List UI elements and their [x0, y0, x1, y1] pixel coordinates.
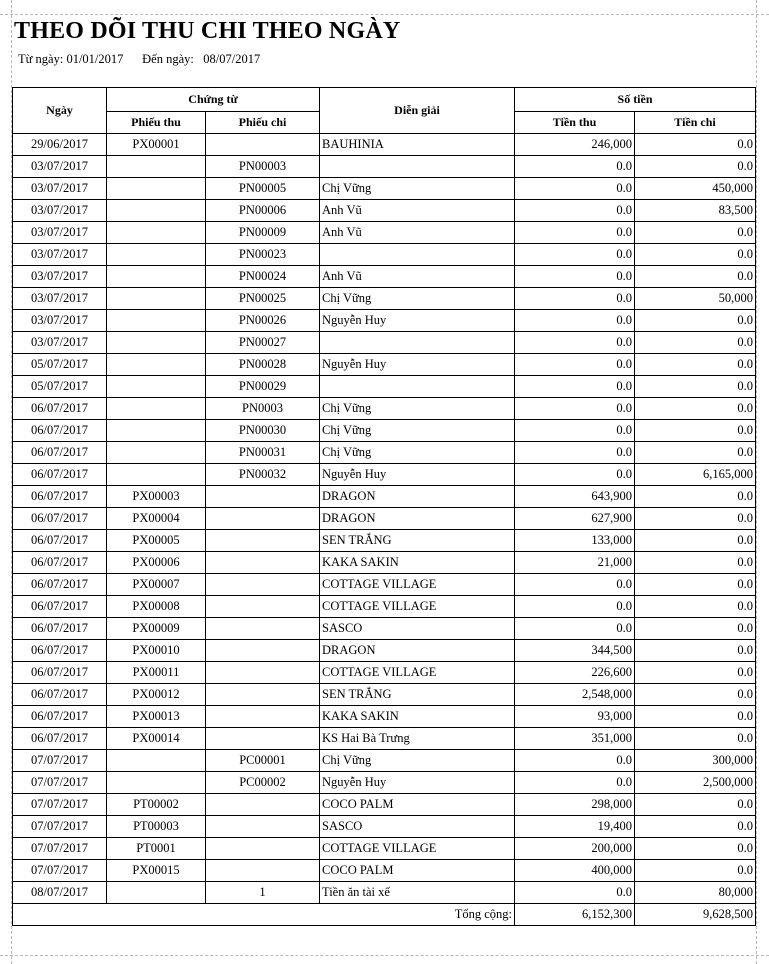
- table-row: [13, 728, 756, 750]
- cell-receipt: PX00015: [107, 860, 206, 882]
- cell-payment: [206, 530, 320, 552]
- totals-expense: 9,628,500: [635, 904, 756, 926]
- table-row: [13, 420, 756, 442]
- cell-payment: [206, 508, 320, 530]
- table-row: [13, 640, 756, 662]
- cell-payment: [206, 794, 320, 816]
- cell-receipt: [107, 310, 206, 332]
- cell-income: 0.0: [515, 772, 635, 794]
- table-row: [13, 442, 756, 464]
- cell-description: Nguyễn Huy: [320, 310, 515, 332]
- cell-payment: [206, 552, 320, 574]
- cell-expense: 0.0: [635, 332, 756, 354]
- cell-receipt: [107, 398, 206, 420]
- cell-receipt: [107, 222, 206, 244]
- cell-income: 351,000: [515, 728, 635, 750]
- table-row: [13, 750, 756, 772]
- cell-income: 246,000: [515, 134, 635, 156]
- cell-receipt: PT0001: [107, 838, 206, 860]
- cell-description: Nguyễn Huy: [320, 464, 515, 486]
- table-row: [13, 266, 756, 288]
- cell-expense: 0.0: [635, 706, 756, 728]
- cell-date: 05/07/2017: [13, 376, 107, 398]
- cell-description: Anh Vũ: [320, 266, 515, 288]
- cell-payment: PN00006: [206, 200, 320, 222]
- header-date: Ngày: [13, 88, 107, 134]
- cell-date: 06/07/2017: [13, 684, 107, 706]
- header-amount-group: Số tiền: [515, 88, 756, 112]
- cell-income: 0.0: [515, 420, 635, 442]
- cell-description: SASCO: [320, 816, 515, 838]
- cell-income: 0.0: [515, 442, 635, 464]
- cell-payment: [206, 706, 320, 728]
- cell-receipt: [107, 244, 206, 266]
- cell-date: 06/07/2017: [13, 508, 107, 530]
- cell-expense: 0.0: [635, 794, 756, 816]
- cell-receipt: PX00012: [107, 684, 206, 706]
- cell-income: 21,000: [515, 552, 635, 574]
- cell-description: COTTAGE VILLAGE: [320, 596, 515, 618]
- cell-payment: PN00025: [206, 288, 320, 310]
- cell-income: 0.0: [515, 266, 635, 288]
- cell-payment: PN00031: [206, 442, 320, 464]
- cell-payment: [206, 860, 320, 882]
- cell-payment: PN00028: [206, 354, 320, 376]
- cell-payment: PN00024: [206, 266, 320, 288]
- cell-date: 03/07/2017: [13, 178, 107, 200]
- page-margin-top: [0, 14, 769, 15]
- cell-income: 19,400: [515, 816, 635, 838]
- cell-receipt: PT00002: [107, 794, 206, 816]
- cell-income: 0.0: [515, 398, 635, 420]
- cell-date: 06/07/2017: [13, 530, 107, 552]
- cell-expense: 0.0: [635, 728, 756, 750]
- cell-date: 06/07/2017: [13, 552, 107, 574]
- cell-payment: [206, 574, 320, 596]
- table-row: [13, 838, 756, 860]
- from-label: Từ ngày:: [18, 52, 64, 66]
- cell-income: 0.0: [515, 332, 635, 354]
- cell-description: SEN TRẮNG: [320, 530, 515, 552]
- cell-receipt: PX00010: [107, 640, 206, 662]
- cell-income: 643,900: [515, 486, 635, 508]
- cell-payment: [206, 596, 320, 618]
- from-value: 01/01/2017: [66, 52, 124, 66]
- cell-payment: [206, 816, 320, 838]
- cell-income: 0.0: [515, 574, 635, 596]
- cell-income: 0.0: [515, 750, 635, 772]
- cell-payment: PN00026: [206, 310, 320, 332]
- cell-receipt: PX00009: [107, 618, 206, 640]
- cell-expense: 0.0: [635, 618, 756, 640]
- cell-income: 0.0: [515, 464, 635, 486]
- cell-date: 06/07/2017: [13, 486, 107, 508]
- cell-expense: 0.0: [635, 816, 756, 838]
- table-body: [13, 134, 756, 904]
- cell-payment: [206, 662, 320, 684]
- table-row: [13, 200, 756, 222]
- cell-income: 0.0: [515, 178, 635, 200]
- table-row: [13, 552, 756, 574]
- table-row: [13, 486, 756, 508]
- table-row: [13, 508, 756, 530]
- cell-description: DRAGON: [320, 640, 515, 662]
- cell-description: Tiền ăn tài xế: [320, 882, 515, 904]
- cell-payment: [206, 728, 320, 750]
- cell-date: 06/07/2017: [13, 442, 107, 464]
- cell-date: 07/07/2017: [13, 838, 107, 860]
- cell-date: 07/07/2017: [13, 860, 107, 882]
- table-row: [13, 288, 756, 310]
- table-row: [13, 178, 756, 200]
- cell-income: 133,000: [515, 530, 635, 552]
- table-row: [13, 596, 756, 618]
- cell-expense: 0.0: [635, 420, 756, 442]
- cell-income: 2,548,000: [515, 684, 635, 706]
- cell-payment: PN00032: [206, 464, 320, 486]
- cell-date: 08/07/2017: [13, 882, 107, 904]
- cell-receipt: PX00003: [107, 486, 206, 508]
- cell-receipt: [107, 772, 206, 794]
- cell-description: COTTAGE VILLAGE: [320, 662, 515, 684]
- cell-receipt: PX00006: [107, 552, 206, 574]
- cell-date: 03/07/2017: [13, 310, 107, 332]
- cell-receipt: [107, 354, 206, 376]
- cell-date: 06/07/2017: [13, 574, 107, 596]
- cell-description: Anh Vũ: [320, 200, 515, 222]
- page-margin-bottom: [0, 955, 769, 956]
- cell-expense: 300,000: [635, 750, 756, 772]
- cell-receipt: PX00001: [107, 134, 206, 156]
- table-row: [13, 530, 756, 552]
- table-row: [13, 464, 756, 486]
- cell-expense: 0.0: [635, 376, 756, 398]
- cell-date: 03/07/2017: [13, 156, 107, 178]
- table-row: [13, 816, 756, 838]
- cell-income: 0.0: [515, 596, 635, 618]
- cell-expense: 0.0: [635, 574, 756, 596]
- cell-date: 03/07/2017: [13, 222, 107, 244]
- cell-expense: 0.0: [635, 222, 756, 244]
- cell-receipt: [107, 178, 206, 200]
- cell-payment: [206, 618, 320, 640]
- date-range: [18, 52, 260, 67]
- cell-description: [320, 376, 515, 398]
- cell-date: 03/07/2017: [13, 200, 107, 222]
- cell-receipt: PX00011: [107, 662, 206, 684]
- cell-expense: 0.0: [635, 134, 756, 156]
- cell-income: 344,500: [515, 640, 635, 662]
- cell-date: 07/07/2017: [13, 750, 107, 772]
- header-income: Tiền thu: [515, 112, 635, 134]
- cell-receipt: PX00014: [107, 728, 206, 750]
- cell-expense: 0.0: [635, 530, 756, 552]
- cell-income: 0.0: [515, 222, 635, 244]
- cell-description: COTTAGE VILLAGE: [320, 838, 515, 860]
- cell-payment: [206, 684, 320, 706]
- cell-description: Chị Vững: [320, 750, 515, 772]
- cell-expense: 0.0: [635, 244, 756, 266]
- cell-income: 0.0: [515, 618, 635, 640]
- cell-receipt: [107, 750, 206, 772]
- cell-description: Chị Vững: [320, 442, 515, 464]
- table-row: [13, 662, 756, 684]
- table-row: [13, 684, 756, 706]
- cell-description: Anh Vũ: [320, 222, 515, 244]
- cell-expense: 0.0: [635, 640, 756, 662]
- cell-date: 29/06/2017: [13, 134, 107, 156]
- cell-receipt: [107, 266, 206, 288]
- cell-expense: 0.0: [635, 552, 756, 574]
- cell-description: KS Hai Bà Trưng: [320, 728, 515, 750]
- cell-date: 03/07/2017: [13, 266, 107, 288]
- cell-description: SEN TRẮNG: [320, 684, 515, 706]
- cell-receipt: [107, 332, 206, 354]
- cell-receipt: [107, 442, 206, 464]
- cell-description: BAUHINIA: [320, 134, 515, 156]
- cell-description: DRAGON: [320, 508, 515, 530]
- cell-date: 07/07/2017: [13, 772, 107, 794]
- cell-receipt: [107, 156, 206, 178]
- table-row: [13, 332, 756, 354]
- table-row: [13, 222, 756, 244]
- cell-description: Chị Vững: [320, 420, 515, 442]
- cell-description: SASCO: [320, 618, 515, 640]
- table-row: [13, 134, 756, 156]
- cell-description: COCO PALM: [320, 860, 515, 882]
- cell-description: Nguyễn Huy: [320, 354, 515, 376]
- cell-payment: [206, 486, 320, 508]
- report-title: THEO DÕI THU CHI THEO NGÀY: [14, 18, 401, 44]
- cell-payment: PC00002: [206, 772, 320, 794]
- cell-description: Nguyễn Huy: [320, 772, 515, 794]
- cell-expense: 0.0: [635, 266, 756, 288]
- cell-date: 06/07/2017: [13, 398, 107, 420]
- cell-expense: 6,165,000: [635, 464, 756, 486]
- cell-description: Chị Vững: [320, 398, 515, 420]
- cell-expense: 50,000: [635, 288, 756, 310]
- cell-receipt: PX00004: [107, 508, 206, 530]
- cell-income: 0.0: [515, 376, 635, 398]
- cell-payment: PN00027: [206, 332, 320, 354]
- cell-payment: [206, 640, 320, 662]
- totals-income: 6,152,300: [515, 904, 635, 926]
- table-row: [13, 156, 756, 178]
- cell-description: [320, 332, 515, 354]
- cell-description: DRAGON: [320, 486, 515, 508]
- cell-date: 06/07/2017: [13, 728, 107, 750]
- table-row: [13, 244, 756, 266]
- header-expense: Tiền chi: [635, 112, 756, 134]
- cell-date: 06/07/2017: [13, 662, 107, 684]
- table-row: [13, 574, 756, 596]
- cell-income: 400,000: [515, 860, 635, 882]
- cell-expense: 83,500: [635, 200, 756, 222]
- cell-expense: 0.0: [635, 662, 756, 684]
- cell-description: Chị Vững: [320, 178, 515, 200]
- cell-date: 03/07/2017: [13, 288, 107, 310]
- cell-date: 06/07/2017: [13, 596, 107, 618]
- cell-payment: PN00003: [206, 156, 320, 178]
- cell-income: 226,600: [515, 662, 635, 684]
- cell-expense: 0.0: [635, 486, 756, 508]
- cell-payment: PN00029: [206, 376, 320, 398]
- cell-date: 07/07/2017: [13, 794, 107, 816]
- to-label: Đến ngày:: [142, 52, 194, 66]
- header-voucher-group: Chứng từ: [107, 88, 320, 112]
- cell-income: 0.0: [515, 156, 635, 178]
- cell-date: 03/07/2017: [13, 332, 107, 354]
- cell-income: 298,000: [515, 794, 635, 816]
- cell-receipt: [107, 288, 206, 310]
- cell-receipt: [107, 882, 206, 904]
- cell-payment: PN00030: [206, 420, 320, 442]
- totals-label: Tổng cộng:: [13, 904, 515, 926]
- cell-date: 03/07/2017: [13, 244, 107, 266]
- cell-payment: PN00005: [206, 178, 320, 200]
- cell-date: 06/07/2017: [13, 464, 107, 486]
- cell-description: [320, 156, 515, 178]
- totals-row: [13, 904, 756, 926]
- cell-expense: 0.0: [635, 442, 756, 464]
- cell-expense: 2,500,000: [635, 772, 756, 794]
- cell-expense: 0.0: [635, 354, 756, 376]
- cell-description: Chị Vững: [320, 288, 515, 310]
- table-row: [13, 398, 756, 420]
- cell-date: 06/07/2017: [13, 706, 107, 728]
- cell-income: 0.0: [515, 310, 635, 332]
- cell-receipt: [107, 200, 206, 222]
- to-value: 08/07/2017: [203, 52, 261, 66]
- cell-payment: PN00023: [206, 244, 320, 266]
- cell-income: 0.0: [515, 354, 635, 376]
- table-row: [13, 794, 756, 816]
- cell-expense: 0.0: [635, 156, 756, 178]
- cell-receipt: PX00005: [107, 530, 206, 552]
- table-row: [13, 376, 756, 398]
- cell-income: 0.0: [515, 244, 635, 266]
- cell-expense: 0.0: [635, 398, 756, 420]
- cell-receipt: PX00007: [107, 574, 206, 596]
- header-description: Diễn giải: [320, 88, 515, 134]
- cell-payment: [206, 838, 320, 860]
- cell-payment: [206, 134, 320, 156]
- table-row: [13, 354, 756, 376]
- cell-expense: 0.0: [635, 596, 756, 618]
- cell-expense: 0.0: [635, 838, 756, 860]
- cell-expense: 0.0: [635, 310, 756, 332]
- cell-income: 200,000: [515, 838, 635, 860]
- cell-payment: PN00009: [206, 222, 320, 244]
- cell-income: 93,000: [515, 706, 635, 728]
- cell-date: 07/07/2017: [13, 816, 107, 838]
- cell-description: [320, 244, 515, 266]
- cell-date: 06/07/2017: [13, 618, 107, 640]
- cell-receipt: [107, 420, 206, 442]
- cell-payment: PN0003: [206, 398, 320, 420]
- cell-receipt: PX00013: [107, 706, 206, 728]
- cell-date: 05/07/2017: [13, 354, 107, 376]
- cell-income: 0.0: [515, 882, 635, 904]
- cell-description: KAKA SAKIN: [320, 552, 515, 574]
- cell-date: 06/07/2017: [13, 640, 107, 662]
- table-row: [13, 882, 756, 904]
- cell-payment: 1: [206, 882, 320, 904]
- table-row: [13, 706, 756, 728]
- cell-receipt: PX00008: [107, 596, 206, 618]
- cell-income: 0.0: [515, 288, 635, 310]
- header-receipt: Phiếu thu: [107, 112, 206, 134]
- cell-expense: 80,000: [635, 882, 756, 904]
- cell-payment: PC00001: [206, 750, 320, 772]
- cell-description: COCO PALM: [320, 794, 515, 816]
- page-margin-right: [756, 0, 757, 964]
- cell-expense: 450,000: [635, 178, 756, 200]
- cell-date: 06/07/2017: [13, 420, 107, 442]
- cell-income: 627,900: [515, 508, 635, 530]
- cell-receipt: [107, 464, 206, 486]
- cell-expense: 0.0: [635, 860, 756, 882]
- cell-income: 0.0: [515, 200, 635, 222]
- cashflow-table: [12, 87, 756, 926]
- cell-description: KAKA SAKIN: [320, 706, 515, 728]
- cell-receipt: [107, 376, 206, 398]
- cell-receipt: PT00003: [107, 816, 206, 838]
- table-row: [13, 618, 756, 640]
- cell-expense: 0.0: [635, 508, 756, 530]
- cell-description: COTTAGE VILLAGE: [320, 574, 515, 596]
- cell-expense: 0.0: [635, 684, 756, 706]
- table-row: [13, 310, 756, 332]
- header-payment: Phiếu chi: [206, 112, 320, 134]
- table-row: [13, 860, 756, 882]
- table-row: [13, 772, 756, 794]
